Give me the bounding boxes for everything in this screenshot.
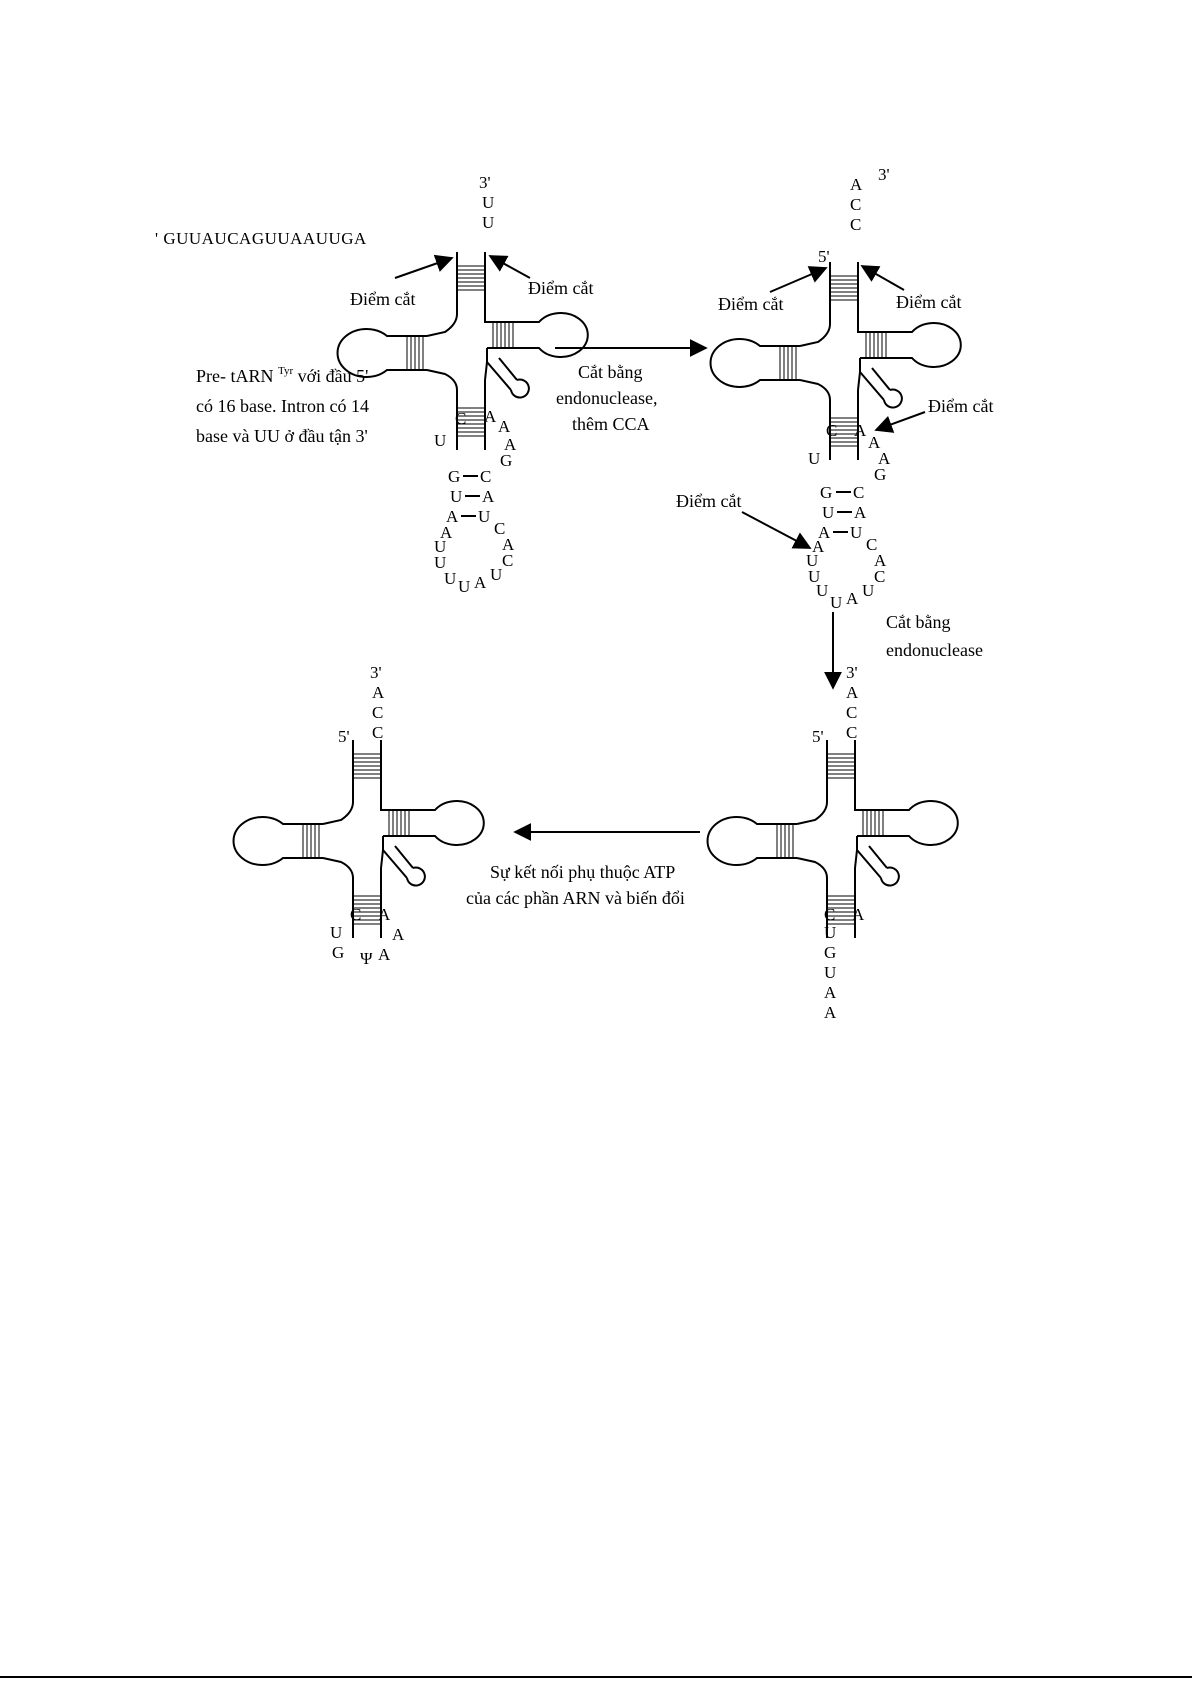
pre-trna-caption-line3: base và UU ở đầu tận 3' [196, 426, 368, 446]
prime5-label: 5' [812, 727, 824, 746]
base-a: A [504, 435, 517, 454]
base-u: U [490, 565, 503, 584]
base-c: C [372, 703, 384, 722]
base-g: G [500, 451, 513, 470]
step1-label-line1: Cắt bằng [578, 362, 643, 382]
base-a: A [874, 551, 887, 570]
cut-site-label: Điểm cắt [528, 278, 594, 298]
base-c: C [874, 567, 886, 586]
base-a: A [846, 589, 859, 608]
base-a: A [378, 945, 391, 964]
base-g: G [820, 483, 833, 502]
base-a: A [440, 523, 453, 542]
base-c: C [853, 483, 865, 502]
cut-site-label: Điểm cắt [718, 294, 784, 314]
base-g: G [332, 943, 345, 962]
cut-arrow [490, 256, 530, 278]
base-a: A [378, 905, 391, 924]
step1-label-line2: endonuclease, [556, 388, 658, 408]
base-a: A [498, 417, 511, 436]
base-u: U [808, 449, 821, 468]
prime3-label: 3' [370, 663, 382, 682]
step1-transition [555, 348, 706, 434]
base-a: A [372, 683, 385, 702]
base-c: C [502, 551, 514, 570]
base-u: U [816, 581, 829, 600]
base-u: U [822, 503, 835, 522]
base-u: U [808, 567, 821, 586]
base-u: U [434, 553, 447, 572]
base-a: A [868, 433, 881, 452]
base-a: A [846, 683, 859, 702]
base-u: U [434, 537, 447, 556]
base-u: U [850, 523, 863, 542]
page-bottom-rule [0, 1676, 1192, 1678]
cut-arrow [876, 412, 925, 430]
base-g: G [448, 467, 461, 486]
base-a: A [852, 905, 865, 924]
panel-after-intron-removal [708, 663, 958, 1022]
base-u: U [830, 593, 843, 612]
base-a: A [824, 983, 837, 1002]
base-c: C [350, 905, 362, 924]
step1-label-line3: thêm CCA [572, 414, 650, 434]
base-u: U [824, 923, 837, 942]
base-c: C [824, 905, 836, 924]
base-u: U [862, 581, 875, 600]
cut-arrow [395, 258, 452, 278]
prime3-label: 3' [846, 663, 858, 682]
base-a: A [824, 1003, 837, 1022]
base-a: A [854, 421, 867, 440]
base-u: U [330, 923, 343, 942]
cut-arrow [862, 266, 904, 290]
base-c: C [372, 723, 384, 742]
base-u: U [458, 577, 471, 596]
base-psi: Ψ [360, 949, 373, 968]
step3-transition [466, 832, 700, 908]
leader-sequence: ' GUUAUCAGUUAAUUGA [155, 229, 367, 248]
prime5-label: 5' [818, 247, 830, 266]
step2-label-line2: endonuclease [886, 640, 983, 660]
base-a: A [446, 507, 459, 526]
base-a: A [854, 503, 867, 522]
base-c: C [494, 519, 506, 538]
base-a: A [502, 535, 515, 554]
cut-site-label: Điểm cắt [350, 289, 416, 309]
base-g: G [874, 465, 887, 484]
prime3-label: 3' [878, 165, 890, 184]
base-c: C [455, 409, 467, 428]
base-a: A [484, 407, 497, 426]
cut-site-label: Điểm cắt [928, 396, 994, 416]
base-c: C [846, 703, 858, 722]
cut-site-label: Điểm cắt [896, 292, 962, 312]
panel-pre-trna [155, 173, 593, 596]
base-u: U [806, 551, 819, 570]
base-a: A [392, 925, 405, 944]
cut-arrow [742, 512, 810, 548]
step3-label-line2: của các phần ARN và biến đổi [466, 888, 685, 908]
pre-trna-caption-line2: có 16 base. Intron có 14 [196, 396, 369, 416]
base-a: A [812, 537, 825, 556]
base-c: C [850, 195, 862, 214]
step3-label-line1: Sự kết nối phụ thuộc ATP [490, 862, 676, 882]
base-a: A [482, 487, 495, 506]
base-a: A [878, 449, 891, 468]
base-u: U [444, 569, 457, 588]
base-u: U [824, 963, 837, 982]
base-u: U [434, 431, 447, 450]
cut-site-label: Điểm cắt [676, 491, 742, 511]
pre-trna-caption-line1: Pre- tARN $^{Tyr}$ với đầu 5' [196, 365, 369, 386]
panel-after-first-cut [676, 165, 993, 612]
step2-label-line1: Cắt bằng [886, 612, 951, 632]
base-c: C [846, 723, 858, 742]
base-c: C [850, 215, 862, 234]
base-u: U [450, 487, 463, 506]
base-u: U [482, 213, 495, 232]
base-c: C [866, 535, 878, 554]
base-g: G [824, 943, 837, 962]
base-c: C [480, 467, 492, 486]
cut-arrow [770, 268, 826, 292]
prime5-label: 5' [338, 727, 350, 746]
base-a: A [850, 175, 863, 194]
base-a: A [474, 573, 487, 592]
panel-mature-trna [234, 663, 484, 968]
base-a: A [818, 523, 831, 542]
prime3-label: 3' [479, 173, 491, 192]
base-c: C [826, 421, 838, 440]
base-u: U [482, 193, 495, 212]
base-u: U [478, 507, 491, 526]
